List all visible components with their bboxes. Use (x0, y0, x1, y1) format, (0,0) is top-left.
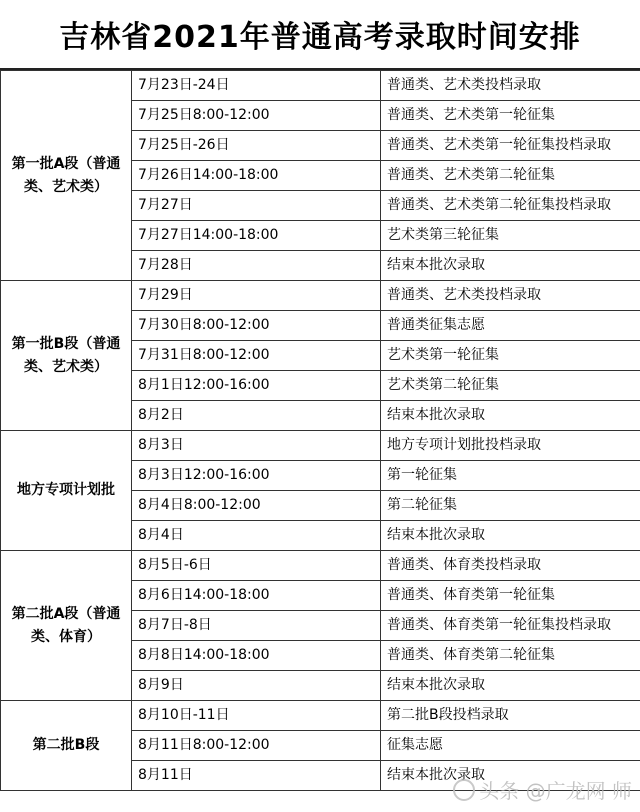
batch-cell: 第二批B段 (1, 701, 132, 791)
time-cell: 7月25日8:00-12:00 (132, 101, 381, 131)
time-cell: 8月10日-11日 (132, 701, 381, 731)
time-cell: 8月2日 (132, 401, 381, 431)
time-cell: 8月3日12:00-16:00 (132, 461, 381, 491)
description-cell: 结束本批次录取 (381, 401, 640, 431)
time-cell: 8月11日8:00-12:00 (132, 731, 381, 761)
watermark (453, 775, 632, 804)
table-row (1, 551, 640, 581)
description-cell: 结束本批次录取 (381, 521, 640, 551)
time-cell: 7月27日14:00-18:00 (132, 221, 381, 251)
table-row (1, 431, 640, 461)
description-cell: 普通类、艺术类第二轮征集 (381, 161, 640, 191)
description-cell: 艺术类第二轮征集 (381, 371, 640, 401)
batch-cell: 第一批A段（普通类、艺术类） (1, 71, 132, 281)
time-cell: 8月11日 (132, 761, 381, 791)
table-row (1, 71, 640, 101)
time-cell: 8月4日 (132, 521, 381, 551)
description-cell: 第一轮征集 (381, 461, 640, 491)
time-cell: 8月7日-8日 (132, 611, 381, 641)
description-cell: 结束本批次录取 (381, 671, 640, 701)
description-cell: 结束本批次录取 (381, 761, 640, 791)
description-cell: 第二批B段投档录取 (381, 701, 640, 731)
time-cell: 7月23日-24日 (132, 71, 381, 101)
batch-cell: 地方专项计划批 (1, 431, 132, 551)
time-cell: 7月28日 (132, 251, 381, 281)
time-cell: 7月30日8:00-12:00 (132, 311, 381, 341)
time-cell: 8月4日8:00-12:00 (132, 491, 381, 521)
description-cell: 地方专项计划批投档录取 (381, 431, 640, 461)
time-cell: 8月1日12:00-16:00 (132, 371, 381, 401)
time-cell: 8月8日14:00-18:00 (132, 641, 381, 671)
description-cell: 普通类、艺术类第一轮征集投档录取 (381, 131, 640, 161)
description-cell: 普通类征集志愿 (381, 311, 640, 341)
description-cell: 普通类、艺术类第二轮征集投档录取 (381, 191, 640, 221)
batch-cell: 第二批A段（普通类、体育） (1, 551, 132, 701)
batch-cell: 第一批B段（普通类、艺术类） (1, 281, 132, 431)
table-row (1, 281, 640, 311)
description-cell: 第二轮征集 (381, 491, 640, 521)
watermark-logo-icon (453, 779, 475, 801)
description-cell: 普通类、体育类第一轮征集 (381, 581, 640, 611)
schedule-table-body (1, 71, 640, 791)
table-row (1, 701, 640, 731)
time-cell: 7月27日 (132, 191, 381, 221)
description-cell: 艺术类第一轮征集 (381, 341, 640, 371)
schedule-table (0, 70, 640, 791)
description-cell: 结束本批次录取 (381, 251, 640, 281)
time-cell: 8月5日-6日 (132, 551, 381, 581)
description-cell: 普通类、艺术类投档录取 (381, 281, 640, 311)
description-cell: 普通类、艺术类投档录取 (381, 71, 640, 101)
time-cell: 7月26日14:00-18:00 (132, 161, 381, 191)
page-title: 吉林省2021年普通高考录取时间安排 (0, 0, 640, 70)
time-cell: 7月25日-26日 (132, 131, 381, 161)
description-cell: 普通类、体育类投档录取 (381, 551, 640, 581)
description-cell: 普通类、艺术类第一轮征集 (381, 101, 640, 131)
description-cell: 征集志愿 (381, 731, 640, 761)
time-cell: 7月29日 (132, 281, 381, 311)
watermark-text: 头条 @广龙网 师 (479, 779, 632, 803)
time-cell: 8月3日 (132, 431, 381, 461)
time-cell: 7月31日8:00-12:00 (132, 341, 381, 371)
description-cell: 普通类、体育类第一轮征集投档录取 (381, 611, 640, 641)
description-cell: 艺术类第三轮征集 (381, 221, 640, 251)
description-cell: 普通类、体育类第二轮征集 (381, 641, 640, 671)
time-cell: 8月6日14:00-18:00 (132, 581, 381, 611)
time-cell: 8月9日 (132, 671, 381, 701)
